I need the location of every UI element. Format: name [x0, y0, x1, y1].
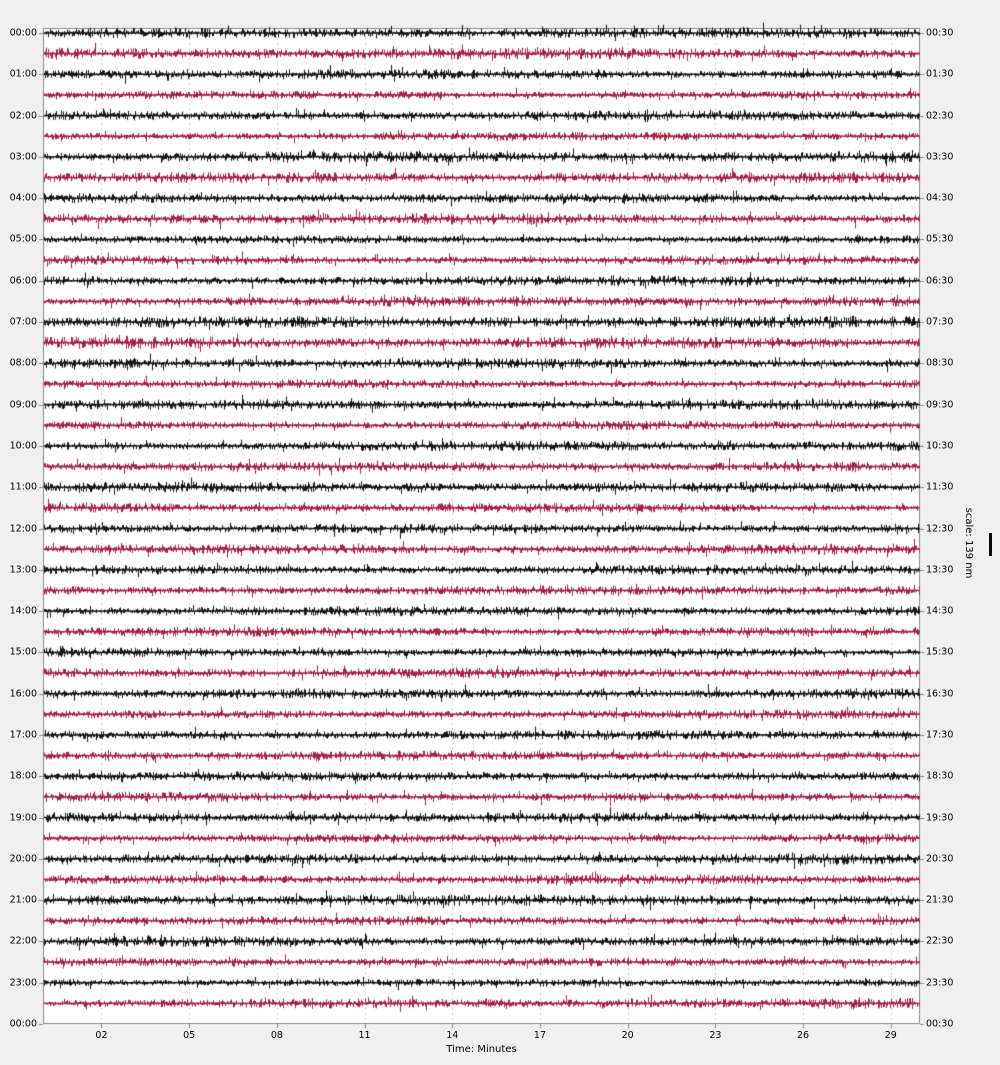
x-tick-label: 14 — [446, 1030, 459, 1041]
x-tick-label: 23 — [709, 1030, 722, 1041]
right-time-label: 02:30 — [926, 109, 954, 121]
left-time-label: 23:00 — [9, 976, 37, 988]
x-tick-label: 05 — [183, 1030, 196, 1041]
right-time-label: 23:30 — [926, 976, 954, 988]
left-time-label: 22:00 — [9, 935, 37, 947]
left-time-label: 20:00 — [9, 853, 37, 865]
x-tick-label: 29 — [884, 1030, 897, 1041]
x-axis-label: Time: Minutes — [446, 1044, 517, 1055]
right-time-label: 22:30 — [926, 935, 954, 947]
right-time-label: 11:30 — [926, 481, 954, 493]
right-time-label: 18:30 — [926, 770, 954, 782]
right-time-label: 00:30 — [926, 27, 954, 39]
x-tick-label: 08 — [270, 1030, 283, 1041]
left-time-label: 05:00 — [9, 233, 37, 245]
right-time-label: 20:30 — [926, 853, 954, 865]
left-time-label: 13:00 — [9, 564, 37, 576]
x-tick-label: 11 — [358, 1030, 371, 1041]
left-time-label: 06:00 — [9, 275, 37, 286]
amplitude-scale-label: scale: 139 nm — [963, 507, 974, 579]
left-time-label: 01:00 — [9, 68, 37, 80]
left-time-label: 03:00 — [9, 151, 37, 163]
right-time-label: 21:30 — [926, 894, 954, 906]
right-time-label: 05:30 — [926, 233, 954, 245]
left-time-label: 18:00 — [9, 770, 37, 782]
x-tick-label: 02 — [95, 1030, 108, 1041]
left-time-label: 15:00 — [9, 646, 37, 658]
right-time-label: 07:30 — [926, 316, 954, 328]
right-time-label: 08:30 — [926, 357, 954, 369]
x-tick-label: 17 — [533, 1030, 546, 1041]
right-time-label: 14:30 — [926, 605, 954, 617]
right-time-label: 00:30 — [926, 1018, 954, 1030]
left-time-label: 02:00 — [9, 109, 37, 121]
left-time-label: 04:00 — [9, 192, 37, 204]
right-time-label: 09:30 — [926, 398, 954, 410]
left-time-label: 16:00 — [9, 687, 37, 699]
left-time-label: 14:00 — [9, 605, 37, 617]
left-time-label: 12:00 — [9, 522, 37, 534]
right-time-label: 06:30 — [926, 275, 954, 286]
x-tick-label: 20 — [621, 1030, 634, 1041]
amplitude-scale-bar — [989, 533, 992, 556]
right-time-label: 13:30 — [926, 564, 954, 576]
left-time-label: 08:00 — [9, 357, 37, 369]
right-time-label: 04:30 — [926, 192, 954, 204]
right-time-label: 10:30 — [926, 440, 954, 452]
right-time-label: 17:30 — [926, 729, 954, 741]
x-tick-label: 26 — [797, 1030, 810, 1041]
left-time-label: 09:00 — [9, 398, 37, 410]
left-time-label: 19:00 — [9, 811, 37, 823]
left-time-label: 00:00 — [9, 27, 37, 39]
left-time-label: 21:00 — [9, 894, 37, 906]
right-time-label: 16:30 — [926, 687, 954, 699]
left-time-label: 11:00 — [9, 481, 37, 493]
left-time-label: 00:00 — [9, 1018, 37, 1030]
right-time-label: 15:30 — [926, 646, 954, 658]
right-time-label: 01:30 — [926, 68, 954, 80]
right-time-label: 03:30 — [926, 151, 954, 163]
right-time-label: 19:30 — [926, 811, 954, 823]
left-time-label: 17:00 — [9, 729, 37, 741]
left-time-label: 07:00 — [9, 316, 37, 328]
left-time-label: 10:00 — [9, 440, 37, 452]
right-time-label: 12:30 — [926, 522, 954, 534]
